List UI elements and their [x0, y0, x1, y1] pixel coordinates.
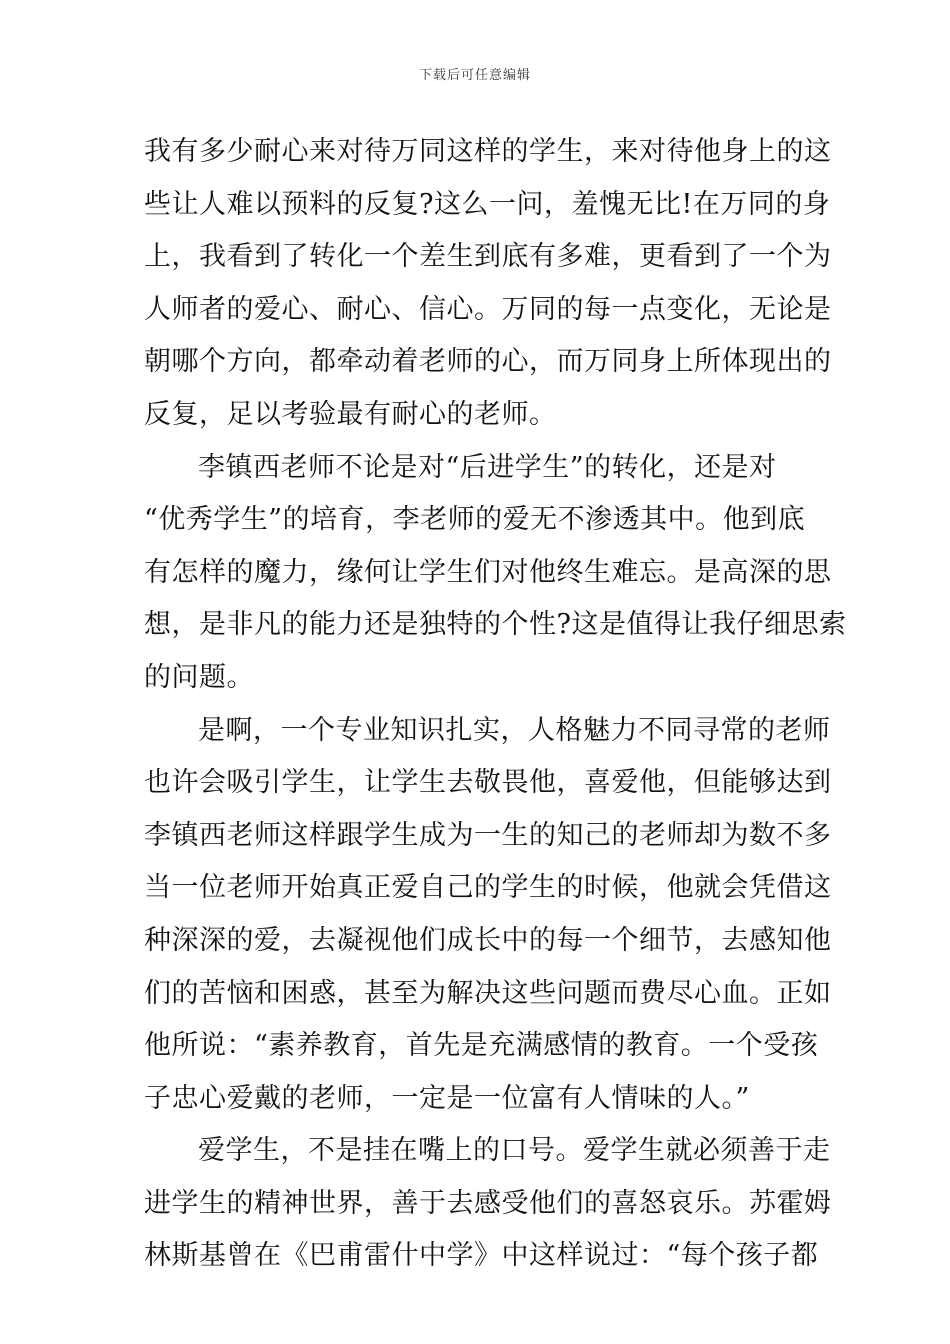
text-line: “优秀学生”的培育，李老师的爱无不渗透其中。他到底 [144, 504, 806, 536]
text-line: 们的苦恼和困惑，甚至为解决这些问题而费尽心血。正如 [144, 977, 832, 1009]
text-line: 些让人难以预料的反复?这么一问，羞愧无比!在万同的身 [144, 188, 831, 220]
text-line: 他所说：“素养教育，首先是充满感情的教育。一个受孩 [144, 1030, 819, 1062]
text-line: 是啊，一个专业知识扎实，人格魅力不同寻常的老师 [198, 714, 831, 746]
paragraph [144, 126, 832, 442]
text-line: 当一位老师开始真正爱自己的学生的时候，他就会凭借这 [144, 872, 832, 904]
text-line: 上，我看到了转化一个差生到底有多难，更看到了一个为 [144, 241, 832, 273]
paragraph [144, 442, 847, 705]
text-line: 李镇西老师这样跟学生成为一生的知己的老师却为数不多 [144, 819, 832, 851]
page-header: 下载后可任意编辑 [418, 68, 531, 83]
text-line: 朝哪个方向，都牵动着老师的心，而万同身上所体现出的 [144, 346, 832, 378]
text-line: 人师者的爱心、耐心、信心。万同的每一点变化，无论是 [144, 293, 832, 325]
text-line: 的问题。 [144, 661, 254, 693]
text-line: 林斯基曾在《巴甫雷什中学》中这样说过：“每个孩子都 [144, 1240, 819, 1272]
text-line: 爱学生，不是挂在嘴上的口号。爱学生就必须善于走 [198, 1135, 831, 1167]
text-line: 有怎样的魔力，缘何让学生们对他终生难忘。是高深的思 [144, 556, 832, 588]
text-line: 进学生的精神世界，善于去感受他们的喜怒哀乐。苏霍姆 [144, 1187, 832, 1219]
text-line: 种深深的爱，去凝视他们成长中的每一个细节，去感知他 [144, 924, 832, 956]
text-line: 反复，足以考验最有耐心的老师。 [144, 398, 557, 430]
text-line: 李镇西老师不论是对“后进学生”的转化，还是对 [198, 451, 777, 483]
text-line: 也许会吸引学生，让学生去敬畏他，喜爱他，但能够达到 [144, 767, 832, 799]
text-line: 想，是非凡的能力还是独特的个性?这是值得让我仔细思索 [144, 609, 847, 641]
text-line: 我有多少耐心来对待万同这样的学生，来对待他身上的这 [144, 136, 832, 167]
paragraph [144, 705, 832, 1126]
text-line: 子忠心爱戴的老师，一定是一位富有人情味的人。” [144, 1082, 750, 1114]
document-body [144, 126, 847, 1283]
paragraph [144, 1125, 832, 1283]
